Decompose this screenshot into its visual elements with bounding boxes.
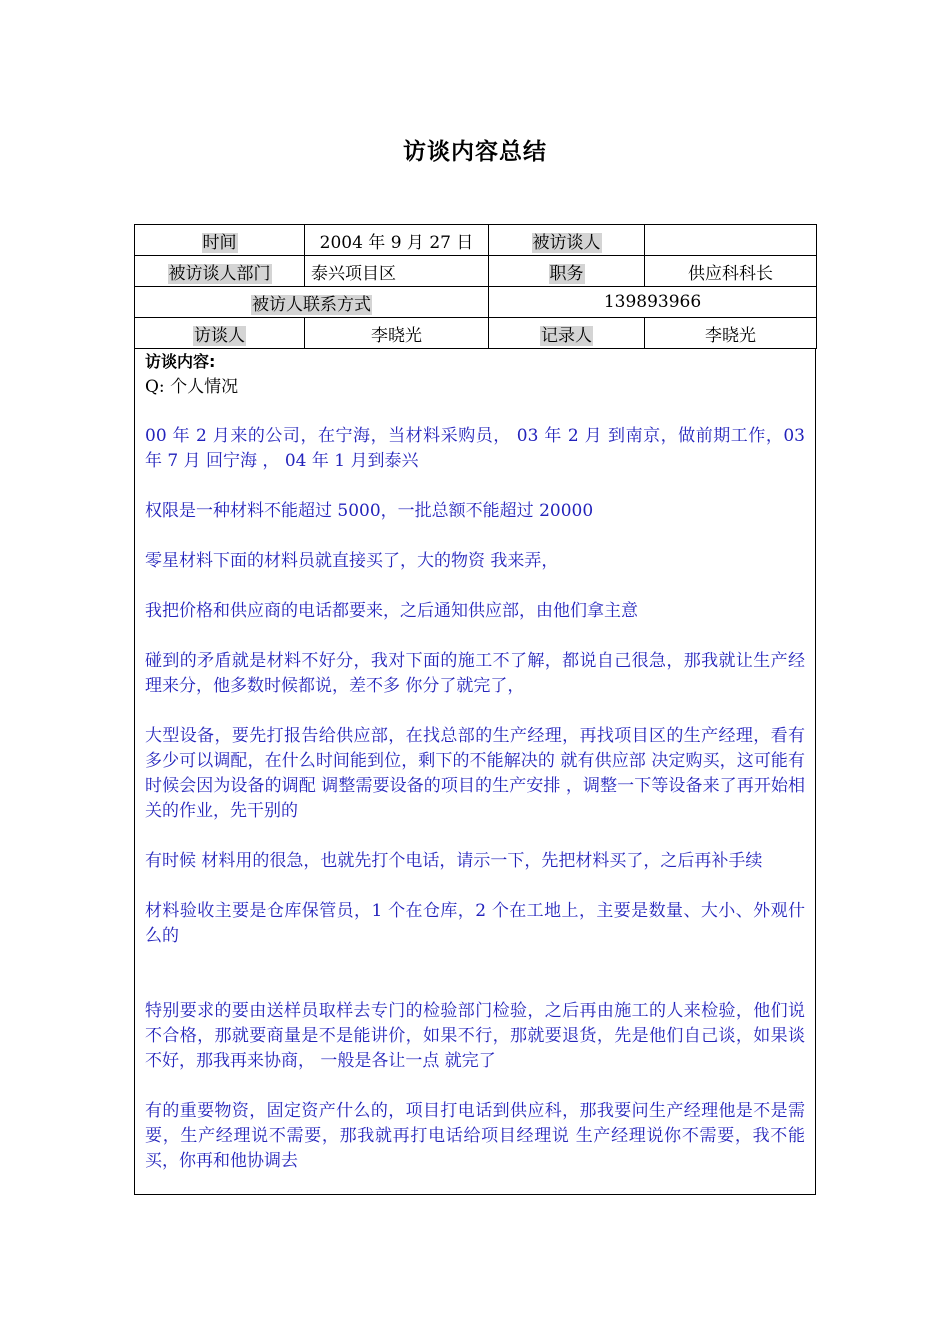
position-label-cell xyxy=(489,256,645,287)
interviewee-value xyxy=(645,225,817,256)
time-value: 2004 年 9 月 27 日 xyxy=(305,225,489,256)
content-paragraph: 特别要求的要由送样员取样去专门的检验部门检验，之后再由施工的人来检验，他们说不合格，那就要商量是不是能讲价，如果不行，那就要退货，先是他们自己谈，如果谈不好，那我再来协商， 一般是各让一点 就完了 xyxy=(145,1001,805,1071)
contact-value: 139893966 xyxy=(489,287,817,318)
recorder-value: 李晓光 xyxy=(645,318,817,349)
table-row xyxy=(135,287,817,318)
content-paragraph: 有的重要物资，固定资产什么的，项目打电话到供应科，那我要问生产经理他是不是需要，生产经理说不需要，那我就再打电话给项目经理说 生产经理说你不需要，我不能买，你再和他协调去 xyxy=(145,1101,805,1171)
content-paragraph: 碰到的矛盾就是材料不好分，我对下面的施工不了解，都说自己很急，那我就让生产经理来分，他多数时候都说，差不多 你分了就完了， xyxy=(145,651,805,696)
dept-label-cell xyxy=(135,256,305,287)
interviewer-label: 访谈人 xyxy=(194,325,245,346)
content-paragraph: 权限是一种材料不能超过 5000，一批总额不能超过 20000 xyxy=(145,501,594,521)
dept-label: 被访谈人部门 xyxy=(168,263,271,284)
content-paragraph: 零星材料下面的材料员就直接买了，大的物资 我来弄， xyxy=(145,551,559,571)
content-paragraph: 00 年 2 月来的公司，在宁海，当材料采购员， 03 年 2 月 到南京，做前期工作，03 年 7 月 回宁海 ， 04 年 1 月到泰兴 xyxy=(145,426,805,471)
content-paragraph: 大型设备，要先打报告给供应部，在找总部的生产经理，再找项目区的生产经理，看有多少可以调配，在什么时间能到位，剩下的不能解决的 就有供应部 决定购买，这可能有时候会因为设备的调配 调整需要设备的项目的生产安排 ，调整一下等设备来了再开始相关的作业，先干别的 xyxy=(145,726,805,821)
content-paragraph: 有时候 材料用的很急，也就先打个电话，请示一下，先把材料买了，之后再补手续 xyxy=(145,851,763,871)
contact-label-cell xyxy=(135,287,489,318)
interviewee-label-cell xyxy=(489,225,645,256)
time-label: 时间 xyxy=(202,232,237,253)
interviewee-label: 被访谈人 xyxy=(532,232,601,253)
interview-content xyxy=(134,348,816,1195)
content-paragraph: 材料验收主要是仓库保管员，1 个在仓库，2 个在工地上，主要是数量、大小、外观什么的 xyxy=(145,901,805,946)
time-label-cell xyxy=(135,225,305,256)
table-row xyxy=(135,318,817,349)
recorder-label: 记录人 xyxy=(541,325,592,346)
table-row xyxy=(135,256,817,287)
dept-value: 泰兴项目区 xyxy=(305,256,489,287)
interviewer-label-cell xyxy=(135,318,305,349)
info-table xyxy=(134,224,817,349)
contact-label: 被访人联系方式 xyxy=(252,294,371,315)
position-value: 供应科科长 xyxy=(645,256,817,287)
question-line: Q: 个人情况 xyxy=(145,377,239,397)
recorder-label-cell xyxy=(489,318,645,349)
interviewer-value: 李晓光 xyxy=(305,318,489,349)
content-heading: 访谈内容: xyxy=(145,352,216,371)
table-row xyxy=(135,225,817,256)
position-label: 职务 xyxy=(549,263,584,284)
document-title: 访谈内容总结 xyxy=(403,139,547,165)
content-paragraph: 我把价格和供应商的电话都要来，之后通知供应部，由他们拿主意 xyxy=(145,601,638,621)
